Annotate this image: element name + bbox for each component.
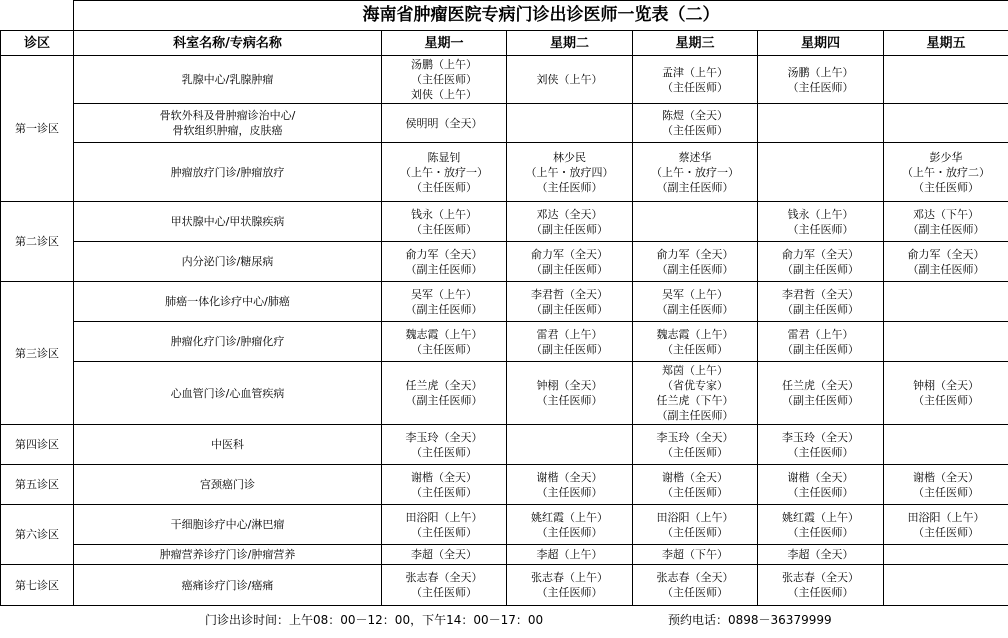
doctor-line: （副主任医师） (907, 262, 985, 276)
table-row (1, 322, 1008, 362)
wednesday-doctor-cell (633, 282, 758, 322)
doctor-line: （上午・放疗二） (902, 165, 991, 179)
doctor-line: （主任医师） (411, 222, 477, 236)
tuesday-doctor-cell (507, 545, 633, 565)
doctor-line: 俞力军（全天） (405, 247, 483, 261)
doctor-line: （副主任医师） (405, 262, 483, 276)
header-wednesday: 星期三 (633, 31, 758, 56)
department-cell (74, 362, 382, 425)
wednesday-doctor-cell (633, 362, 758, 425)
doctor-line: 彭少华 (929, 150, 963, 164)
doctor-line: 张志春（全天） (782, 571, 859, 584)
doctor-line: 陈煜（全天） (662, 109, 728, 122)
monday-doctor-cell (382, 202, 507, 242)
monday-doctor-cell (382, 425, 507, 465)
doctor-line: （主任医师） (411, 525, 477, 539)
doctor-line: （主任医师） (787, 445, 854, 459)
doctor-line: 李玉玲（全天） (656, 430, 734, 444)
department-name-line: 癌痛诊疗门诊/癌痛 (181, 578, 274, 592)
header-row (1, 31, 1008, 56)
tuesday-doctor-cell (507, 505, 633, 545)
friday-doctor-cell (884, 104, 1008, 143)
doctor-line: （主任医师） (536, 394, 603, 407)
friday-doctor-cell (884, 465, 1008, 505)
wednesday-doctor-cell (633, 425, 758, 465)
doctor-line: （副主任医师） (531, 302, 608, 316)
doctor-line: （副主任医师） (656, 262, 734, 276)
thursday-doctor-cell (758, 465, 884, 505)
department-name-line: 骨软组织肿瘤，皮肤癌 (172, 124, 283, 137)
department-name-line: 心血管门诊/心血管疾病 (170, 386, 285, 400)
header-thursday: 星期四 (758, 31, 884, 56)
doctor-line: 田浴阳（上午） (405, 510, 483, 524)
zone-cell: 第二诊区 (1, 202, 74, 282)
doctor-line: 吴军（上午） (411, 287, 477, 301)
doctor-line: 雷君（上午） (787, 327, 854, 341)
department-cell (74, 202, 382, 242)
doctor-line: 侯明明（全天） (405, 116, 483, 130)
doctor-line: （主任医师） (662, 525, 728, 539)
doctor-line: 刘侠（上午） (411, 88, 477, 101)
table-row (1, 425, 1008, 465)
title-corner-cell (1, 1, 74, 31)
doctor-line: 孟津（上午） (662, 65, 728, 79)
doctor-line: 任兰虎（全天） (405, 379, 483, 392)
department-name-line: 宫颈癌门诊 (200, 478, 255, 491)
tuesday-doctor-cell (507, 242, 633, 282)
wednesday-doctor-cell (633, 465, 758, 505)
doctor-line: （副主任医师） (405, 302, 483, 316)
doctor-line: （主任医师） (411, 485, 477, 499)
tuesday-doctor-cell (507, 322, 633, 362)
doctor-line: （主任医师） (411, 342, 477, 356)
doctor-line: （主任医师） (411, 180, 477, 194)
header-tuesday: 星期二 (507, 31, 633, 56)
friday-doctor-cell (884, 143, 1008, 202)
wednesday-doctor-cell (633, 505, 758, 545)
zone-cell: 第七诊区 (1, 565, 74, 606)
header-friday: 星期五 (884, 31, 1008, 56)
friday-doctor-cell (884, 282, 1008, 322)
doctor-line: （副主任医师） (656, 409, 734, 422)
department-name-line: 肿瘤营养诊疗门诊/肿瘤营养 (159, 548, 296, 561)
thursday-doctor-cell (758, 565, 884, 606)
tuesday-doctor-cell (507, 282, 633, 322)
wednesday-doctor-cell (633, 56, 758, 104)
table-row (1, 242, 1008, 282)
doctor-line: （主任医师） (411, 586, 477, 599)
department-name-line: 肿瘤化疗门诊/肿瘤化疗 (170, 335, 285, 348)
monday-doctor-cell (382, 242, 507, 282)
zone-cell: 第五诊区 (1, 465, 74, 505)
friday-doctor-cell (884, 505, 1008, 545)
department-name-line: 肿瘤放疗门诊/肿瘤放疗 (170, 165, 285, 179)
doctor-line: （主任医师） (787, 525, 854, 539)
doctor-line: 钱永（上午） (787, 207, 854, 221)
doctor-line: 李超（下午） (662, 548, 728, 561)
wednesday-doctor-cell (633, 242, 758, 282)
header-department: 科室名称/专病名称 (74, 31, 382, 56)
doctor-line: 谢楷（全天） (411, 470, 477, 484)
department-name-line: 内分泌门诊/糖尿病 (181, 255, 274, 268)
monday-doctor-cell (382, 104, 507, 143)
friday-doctor-cell (884, 565, 1008, 606)
doctor-line: （主任医师） (662, 80, 728, 94)
doctor-line: （主任医师） (411, 73, 477, 86)
doctor-line: 张志春（全天） (656, 571, 734, 584)
friday-doctor-cell (884, 322, 1008, 362)
doctor-line: （主任医师） (913, 180, 980, 194)
thursday-doctor-cell (758, 322, 884, 362)
zone-cell: 第三诊区 (1, 282, 74, 425)
doctor-line: （上午・放疗一） (400, 165, 488, 179)
doctor-line: （副主任医师） (531, 262, 608, 276)
doctor-line: 钟栩（全天） (913, 379, 980, 392)
department-name-line: 中医科 (211, 438, 244, 451)
monday-doctor-cell (382, 56, 507, 104)
doctor-line: 汤鹏（上午） (787, 65, 854, 79)
table-row (1, 545, 1008, 565)
tuesday-doctor-cell (507, 362, 633, 425)
doctor-line: （主任医师） (662, 124, 728, 137)
monday-doctor-cell (382, 362, 507, 425)
doctor-line: （上午・放疗一） (651, 165, 739, 179)
doctor-line: （副主任医师） (656, 302, 734, 316)
doctor-line: 邓达（下午） (913, 207, 980, 221)
table-row (1, 362, 1008, 425)
department-cell (74, 242, 382, 282)
doctor-line: 姚红霞（上午） (531, 510, 608, 524)
doctor-line: （副主任医师） (907, 222, 985, 236)
department-name-line: 肺癌一体化诊疗中心/肺癌 (165, 295, 290, 308)
monday-doctor-cell (382, 282, 507, 322)
thursday-doctor-cell (758, 282, 884, 322)
thursday-doctor-cell (758, 545, 884, 565)
department-cell (74, 282, 382, 322)
doctor-line: 任兰虎（下午） (656, 394, 734, 407)
header-zone: 诊区 (1, 31, 74, 56)
doctor-line: （主任医师） (787, 586, 854, 599)
doctor-line: 郑茵（上午） (662, 364, 728, 377)
department-cell (74, 425, 382, 465)
department-cell (74, 565, 382, 606)
friday-doctor-cell (884, 242, 1008, 282)
wednesday-doctor-cell (633, 143, 758, 202)
zone-cell: 第四诊区 (1, 425, 74, 465)
doctor-line: 陈显钊 (427, 150, 461, 164)
doctor-line: 吴军（上午） (662, 287, 728, 301)
monday-doctor-cell (382, 505, 507, 545)
friday-doctor-cell (884, 362, 1008, 425)
table-row (1, 143, 1008, 202)
department-cell (74, 505, 382, 545)
doctor-line: 李君哲（全天） (782, 287, 859, 301)
doctor-line: 李君哲（全天） (531, 287, 608, 301)
doctor-line: （主任医师） (662, 342, 728, 356)
schedule-body (1, 56, 1008, 606)
doctor-line: 李超（上午） (536, 548, 603, 561)
thursday-doctor-cell (758, 242, 884, 282)
friday-doctor-cell (884, 545, 1008, 565)
friday-doctor-cell (884, 202, 1008, 242)
department-name-line: 干细胞诊疗中心/淋巴瘤 (170, 518, 285, 531)
monday-doctor-cell (382, 465, 507, 505)
doctor-line: 魏志霞（上午） (405, 327, 483, 341)
doctor-line: （副主任医师） (405, 394, 483, 407)
table-row (1, 202, 1008, 242)
doctor-line: 俞力军（全天） (531, 247, 608, 261)
department-cell (74, 322, 382, 362)
doctor-line: （副主任医师） (531, 342, 608, 356)
doctor-line: 李玉玲（全天） (405, 430, 483, 444)
table-row (1, 282, 1008, 322)
zone-cell: 第一诊区 (1, 56, 74, 202)
table-row (1, 104, 1008, 143)
title-row (1, 1, 1008, 31)
doctor-line: 邓达（全天） (536, 207, 603, 221)
header-monday: 星期一 (382, 31, 507, 56)
thursday-doctor-cell (758, 143, 884, 202)
thursday-doctor-cell (758, 425, 884, 465)
doctor-line: 刘侠（上午） (536, 73, 603, 86)
doctor-line: 谢楷（全天） (662, 470, 728, 484)
doctor-line: （主任医师） (913, 525, 980, 539)
tuesday-doctor-cell (507, 465, 633, 505)
appointment-phone: 预约电话：0898－36379999 (668, 613, 832, 627)
doctor-line: 李超（全天） (411, 548, 477, 561)
doctor-line: 李超（全天） (787, 548, 854, 561)
wednesday-doctor-cell (633, 565, 758, 606)
department-cell (74, 143, 382, 202)
table-row (1, 565, 1008, 606)
doctor-line: 田浴阳（上午） (656, 510, 734, 524)
department-cell (74, 465, 382, 505)
friday-doctor-cell (884, 56, 1008, 104)
doctor-line: 雷君（上午） (536, 327, 603, 341)
doctor-line: （副主任医师） (782, 302, 859, 316)
doctor-line: （主任医师） (787, 222, 854, 236)
doctor-line: 姚红霞（上午） (782, 510, 859, 524)
monday-doctor-cell (382, 565, 507, 606)
doctor-line: （副主任医师） (782, 342, 859, 356)
tuesday-doctor-cell (507, 202, 633, 242)
clinic-hours-note: 门诊出诊时间：上午08：00－12：00，下午14：00－17：00 (205, 613, 544, 627)
doctor-line: （主任医师） (536, 180, 603, 194)
doctor-line: 钟栩（全天） (536, 379, 603, 392)
doctor-line: （上午・放疗四） (525, 165, 614, 179)
monday-doctor-cell (382, 545, 507, 565)
doctor-line: （主任医师） (913, 485, 980, 499)
department-name-line: 甲状腺中心/甲状腺疾病 (170, 215, 285, 228)
doctor-line: （主任医师） (787, 485, 854, 499)
doctor-line: （主任医师） (662, 445, 728, 459)
table-title: 海南省肿瘤医院专病门诊出诊医师一览表（二） (74, 1, 1008, 31)
thursday-doctor-cell (758, 104, 884, 143)
doctor-line: （主任医师） (536, 485, 603, 499)
tuesday-doctor-cell (507, 56, 633, 104)
doctor-line: 谢楷（全天） (536, 470, 603, 484)
table-row (1, 505, 1008, 545)
doctor-line: 任兰虎（全天） (782, 379, 859, 392)
monday-doctor-cell (382, 143, 507, 202)
doctor-line: 俞力军（全天） (656, 247, 734, 261)
doctor-line: 汤鹏（上午） (411, 58, 477, 71)
doctor-line: 张志春（全天） (405, 571, 483, 584)
doctor-line: 魏志霞（上午） (656, 327, 734, 341)
doctor-line: （主任医师） (411, 445, 477, 459)
doctor-line: （副主任医师） (531, 222, 608, 236)
table-row (1, 56, 1008, 104)
thursday-doctor-cell (758, 505, 884, 545)
tuesday-doctor-cell (507, 565, 633, 606)
doctor-line: （主任医师） (536, 586, 603, 599)
table-row (1, 465, 1008, 505)
doctor-line: （副主任医师） (656, 180, 734, 194)
doctor-line: （副主任医师） (782, 394, 859, 407)
wednesday-doctor-cell (633, 104, 758, 143)
doctor-line: 俞力军（全天） (907, 247, 985, 261)
doctor-line: （省优专家） (662, 379, 728, 392)
department-cell (74, 545, 382, 565)
doctor-line: （主任医师） (536, 525, 603, 539)
thursday-doctor-cell (758, 362, 884, 425)
tuesday-doctor-cell (507, 143, 633, 202)
thursday-doctor-cell (758, 202, 884, 242)
thursday-doctor-cell (758, 56, 884, 104)
doctor-line: （主任医师） (662, 586, 728, 599)
wednesday-doctor-cell (633, 322, 758, 362)
tuesday-doctor-cell (507, 104, 633, 143)
doctor-line: 俞力军（全天） (782, 247, 859, 261)
zone-cell: 第六诊区 (1, 505, 74, 565)
wednesday-doctor-cell (633, 202, 758, 242)
doctor-line: 蔡述华 (678, 150, 712, 164)
doctor-line: （副主任医师） (782, 262, 859, 276)
monday-doctor-cell (382, 322, 507, 362)
doctor-line: 张志春（上午） (531, 571, 608, 584)
doctor-line: 谢楷（全天） (787, 470, 854, 484)
doctor-line: （主任医师） (913, 394, 980, 407)
friday-doctor-cell (884, 425, 1008, 465)
doctor-line: 谢楷（全天） (913, 470, 980, 484)
doctor-line: （主任医师） (787, 80, 854, 94)
department-cell (74, 104, 382, 143)
doctor-line: 林少民 (553, 150, 586, 164)
doctor-line: 钱永（上午） (411, 207, 477, 221)
doctor-line: （主任医师） (662, 485, 728, 499)
wednesday-doctor-cell (633, 545, 758, 565)
tuesday-doctor-cell (507, 425, 633, 465)
department-cell (74, 56, 382, 104)
doctor-line: 田浴阳（上午） (907, 510, 985, 524)
department-name-line: 骨软外科及骨肿瘤诊治中心/ (159, 109, 296, 122)
doctor-line: 李玉玲（全天） (782, 430, 859, 444)
department-name-line: 乳腺中心/乳腺肿瘤 (181, 73, 274, 86)
